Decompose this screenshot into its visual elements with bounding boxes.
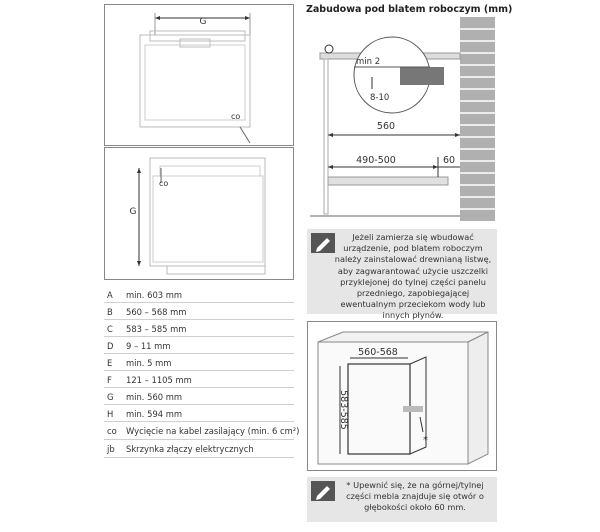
spec-table	[104, 286, 300, 458]
diagram-cabinet-3d	[307, 321, 497, 471]
pencil-icon	[311, 233, 335, 253]
note-text-2: * Upewnić się, że na górnej/tylnej części mebla znajduje się otwór o głębokości około 60 mm.	[346, 480, 484, 513]
spec-key: B	[107, 307, 113, 317]
spec-value: Wycięcie na kabel zasilający (min. 6 cm²)	[126, 426, 300, 436]
d490-label: 490-500	[356, 155, 396, 166]
co-label-2: co	[159, 179, 169, 188]
note-box-2	[307, 477, 497, 522]
dim-g-label: G	[199, 17, 207, 27]
spec-key: jb	[107, 444, 115, 454]
co-label: co	[231, 112, 241, 121]
pencil-icon	[311, 481, 335, 501]
diagram-front-view	[104, 147, 294, 280]
d560-label: 560	[376, 121, 396, 132]
dim-g-label-2: G	[129, 207, 137, 217]
spec-key: G	[107, 392, 114, 402]
star-label: *	[423, 435, 428, 446]
spec-value: 121 – 1105 mm	[126, 375, 192, 385]
spec-key: co	[107, 426, 117, 436]
spec-value: 560 – 568 mm	[126, 307, 187, 317]
spec-row	[104, 303, 294, 320]
note-box	[307, 229, 497, 321]
spec-value: min. 603 mm	[126, 290, 183, 300]
spec-value: min. 594 mm	[126, 409, 183, 419]
note-text: Jeżeli zamierza się wbudować urządzenie, pod blatem roboczym należy zainstalować drewnianą listwę, aby zagwarantować użycie uszczelki przyklejonej do tylnej części panelu przedniego, zapobiegającej ewentualnym przeciekom wody lub innych płynów.	[334, 232, 492, 321]
diagram-under-counter	[310, 17, 495, 221]
section-title: Zabudowa pod blatem roboczym (mm)	[306, 4, 513, 15]
spec-value: Skrzynka złączy elektrycznych	[126, 444, 254, 454]
spec-row	[104, 354, 294, 371]
spec-row	[104, 440, 294, 458]
width-label: 560-568	[358, 347, 398, 358]
diagram-top-view	[104, 4, 294, 146]
d60-label: 60	[442, 155, 456, 166]
spec-key: C	[107, 324, 113, 334]
spec-row	[104, 371, 294, 388]
spec-row	[104, 337, 294, 354]
height-label: 583-585	[338, 390, 349, 430]
spec-value: min. 5 mm	[126, 358, 172, 368]
spec-row	[104, 388, 294, 405]
spec-row	[104, 286, 294, 303]
d810-label: 8-10	[370, 93, 390, 103]
spec-row	[104, 405, 294, 422]
spec-key: F	[107, 375, 112, 385]
spec-value: 9 – 11 mm	[126, 341, 171, 351]
spec-row	[104, 320, 294, 337]
spec-key: E	[107, 358, 113, 368]
spec-row	[104, 422, 300, 440]
spec-key: A	[107, 290, 113, 300]
spec-key: H	[107, 409, 114, 419]
spec-value: 583 – 585 mm	[126, 324, 187, 334]
min2-label: min 2	[356, 57, 381, 67]
spec-key: D	[107, 341, 114, 351]
spec-value: min. 560 mm	[126, 392, 183, 402]
